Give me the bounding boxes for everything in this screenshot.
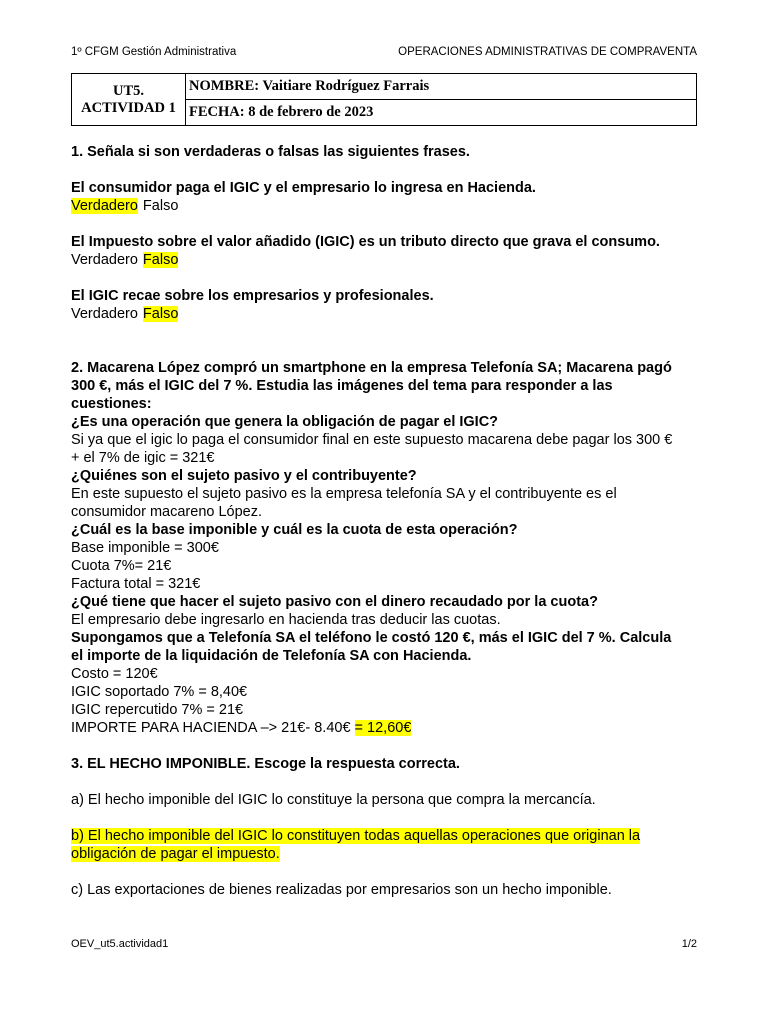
date-field: FECHA: 8 de febrero de 2023: [186, 100, 697, 126]
true-false-options: [71, 251, 701, 269]
section2-intro: cuestiones:: [71, 396, 152, 412]
option-b: [71, 845, 701, 863]
answer-3-cuota: Cuota 7%= 21€: [71, 558, 172, 574]
activity-label: ACTIVIDAD 1: [81, 99, 176, 116]
answer-5-repercutido: IGIC repercutido 7% = 21€: [71, 702, 244, 718]
true-false-options: [71, 197, 701, 215]
section1-title: 1. Señala si son verdaderas o falsas las siguientes frases.: [71, 144, 470, 160]
option-b: [71, 827, 701, 845]
answer-3-total: Factura total = 321€: [71, 576, 201, 592]
question-2: ¿Quiénes son el sujeto pasivo y el contribuyente?: [71, 468, 417, 484]
importe-label: IMPORTE PARA HACIENDA –> 21€- 8.40€: [71, 720, 351, 736]
question-statement: El consumidor paga el IGIC y el empresario lo ingresa en Hacienda.: [71, 180, 536, 196]
section2-intro: 2. Macarena López compró un smartphone en la empresa Telefonía SA; Macarena pagó: [71, 360, 672, 376]
answer-4: El empresario debe ingresarlo en hacienda tras deducir las cuotas.: [71, 612, 501, 628]
name-field: NOMBRE: Vaitiare Rodríguez Farrais: [186, 74, 697, 100]
option-false: Falso: [142, 198, 179, 214]
question-statement: El IGIC recae sobre los empresarios y profesionales.: [71, 288, 434, 304]
option-false: Falso: [142, 306, 179, 322]
answer-2: En este supuesto el sujeto pasivo es la empresa telefonía SA y el contribuyente es el: [71, 486, 617, 502]
question-5: el importe de la liquidación de Telefonía SA con Hacienda.: [71, 648, 472, 664]
option-true: Verdadero: [71, 252, 138, 268]
option-b-line: obligación de pagar el impuesto.: [71, 846, 280, 862]
document-content: [71, 143, 701, 899]
answer-1: Si ya que el igic lo paga el consumidor final en este supuesto macarena debe pagar los 300 €: [71, 432, 673, 448]
answer-5-soportado: IGIC soportado 7% = 8,40€: [71, 684, 248, 700]
section3-title: 3. EL HECHO IMPONIBLE. Escoge la respuesta correcta.: [71, 756, 460, 772]
answer-3-base: Base imponible = 300€: [71, 540, 219, 556]
answer-1: + el 7% de igic = 321€: [71, 450, 215, 466]
option-false: Falso: [142, 252, 179, 268]
option-a: a) El hecho imponible del IGIC lo constituye la persona que compra la mercancía.: [71, 792, 596, 808]
header-right: OPERACIONES ADMINISTRATIVAS DE COMPRAVENTA: [398, 46, 697, 58]
option-b-line: b) El hecho imponible del IGIC lo constituyen todas aquellas operaciones que originan la: [71, 828, 641, 844]
option-true: Verdadero: [71, 306, 138, 322]
page-number: 1/2: [681, 938, 697, 950]
unit-cell: [72, 74, 186, 126]
question-5: Supongamos que a Telefonía SA el teléfono le costó 120 €, más el IGIC del 7 %. Calcula: [71, 630, 672, 646]
question-3: ¿Cuál es la base imponible y cuál es la cuota de esta operación?: [71, 522, 518, 538]
header-left: 1º CFGM Gestión Administrativa: [71, 46, 237, 58]
question-statement: El Impuesto sobre el valor añadido (IGIC) es un tributo directo que grava el consumo.: [71, 234, 660, 250]
question-4: ¿Qué tiene que hacer el sujeto pasivo con el dinero recaudado por la cuota?: [71, 594, 598, 610]
student-info-table: [71, 73, 697, 126]
question-1: ¿Es una operación que genera la obligación de pagar el IGIC?: [71, 414, 499, 430]
option-true: Verdadero: [71, 198, 138, 214]
unit-label: UT5.: [112, 82, 145, 99]
answer-2: consumidor macareno López.: [71, 504, 263, 520]
footer-doc-id: OEV_ut5.actividad1: [71, 938, 169, 950]
section2-intro: 300 €, más el IGIC del 7 %. Estudia las imágenes del tema para responder a las: [71, 378, 613, 394]
true-false-options: [71, 305, 701, 323]
importe-result: = 12,60€: [354, 720, 412, 736]
option-c: c) Las exportaciones de bienes realizadas por empresarios son un hecho imponible.: [71, 882, 612, 898]
answer-5-costo: Costo = 120€: [71, 666, 158, 682]
answer-5-importe: [71, 719, 701, 737]
